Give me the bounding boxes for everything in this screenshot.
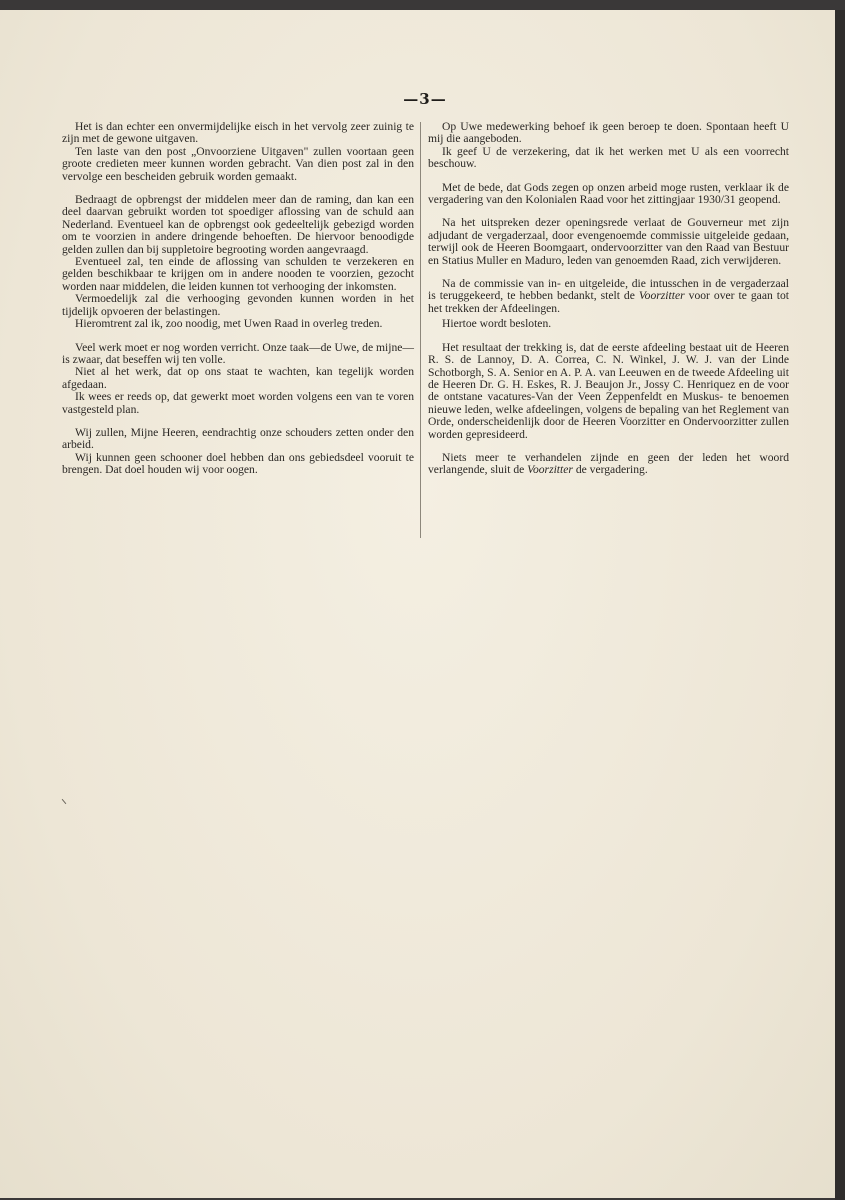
speaker-name: Voorzitter bbox=[638, 289, 685, 303]
paragraph: Wij zullen, Mijne Heeren, eendrachtig onze schouders zetten onder den arbeid. bbox=[62, 425, 414, 452]
paragraph: Op Uwe medewerking behoef ik geen beroep te doen. Spontaan heeft U mij die aangeboden. bbox=[428, 120, 789, 146]
paragraph: Het resultaat der trekking is, dat de eerste afdeeling bestaat uit de Heeren R. S. de Lannoy, D. A. Correa, C. N. Winkel, J. W. J. van der Linde Schotborgh, S. A. Senior en A. P. A. van Leeuwen en de tweede Afdeeling uit de Heeren Dr. G. H. Eskes, R. J. Beaujon Jr., Jossy C. Henriquez en de voor de ontstane vacatures-Van der Veen Zeppenfeldt en Muskus- te benoemen nieuwe leden, welke afdeelingen, volgens de bepaling van het Reglement van Orde, onderscheidenlijk door de Heeren Voorzitter en Ondervoorzitter zullen worden gepresideerd. bbox=[428, 340, 789, 441]
paragraph-text: Niets meer te verhandelen zijnde en geen der leden het woord verlangende, sluit de bbox=[428, 450, 789, 477]
paragraph bbox=[428, 278, 789, 315]
paragraph: Eventueel zal, ten einde de aflossing van schulden te verzekeren en gelden beschikbaar te krijgen om in andere nooden te voorzien, gezocht worden naar middelen, die leiden kunnen tot verhooging der inkomsten. bbox=[62, 255, 414, 293]
paragraph: Ik wees er reeds op, dat gewerkt moet worden volgens een van te voren vastgesteld plan. bbox=[62, 390, 414, 416]
right-column bbox=[428, 121, 789, 477]
paragraph-text: voor over te gaan tot het trekken der Afdeelingen. bbox=[428, 289, 790, 315]
paragraph: Veel werk moet er nog worden verricht. Onze taak—de Uwe, de mijne—is zwaar, dat beseffen wij ten volle. bbox=[62, 340, 414, 366]
paragraph: Vermoedelijk zal die verhooging gevonden kunnen worden in het tijdelijk opvoeren der belastingen. bbox=[62, 292, 414, 318]
paragraph-text: Na de commissie van in- en uitgeleide, die intusschen in de vergaderzaal is teruggekeerd, te hebben bedankt, stelt de bbox=[428, 277, 789, 303]
paragraph: Met de bede, dat Gods zegen op onzen arbeid moge rusten, verklaar ik de vergadering van den Kolonialen Raad voor het zittingjaar 1930/31 geopend. bbox=[428, 180, 789, 207]
scan-background-edge bbox=[835, 10, 845, 1200]
paragraph bbox=[428, 452, 789, 477]
paragraph: Bedraagt de opbrengst der middelen meer dan de raming, dan kan een deel daarvan gebruikt worden tot spoediger aflossing van de schuld aan Nederland. Eventueel kan de opbrengst ook gedeeltelijk gebezigd worden om te voorzien in andere dringende behoeften. De hiervoor benoodigde gelden zullen dan bij suppletoire begrooting worden aangevraagd. bbox=[62, 193, 414, 256]
speaker-name: Voorzitter bbox=[527, 463, 573, 477]
left-column bbox=[62, 121, 414, 477]
paragraph: Ik geef U de verzekering, dat ik het werken met U als een voorrecht beschouw. bbox=[428, 144, 789, 171]
paragraph: Na het uitspreken dezer openingsrede verlaat de Gouverneur met zijn adjudant de vergaderzaal, door evengenoemde commissie uitgeleide gedaan, terwijl ook de Heeren Boomgaart, ondervoorzitter van den Raad van Bestuur en Statius Muller en Maduro, leden van genoemden Raad, zich verwijderen. bbox=[428, 216, 789, 267]
paragraph: Niet al het werk, dat op ons staat te wachten, kan tegelijk worden afgedaan. bbox=[62, 365, 414, 391]
paragraph-text: de vergadering. bbox=[575, 463, 648, 477]
paragraph: Wij kunnen geen schooner doel hebben dan ons gebiedsdeel vooruit te brengen. Dat doel houden wij voor oogen. bbox=[62, 450, 414, 477]
column-divider bbox=[420, 122, 421, 538]
paragraph: Het is dan echter een onvermijdelijke eisch in het vervolg zeer zuinig te zijn met de gewone uitgaven. bbox=[62, 120, 414, 146]
paragraph: Ten laste van den post „Onvoorziene Uitgaven" zullen voortaan geen groote credieten meer kunnen worden gebracht. Van dien post zal in den vervolge een bescheiden gebruik worden gemaakt. bbox=[62, 144, 414, 183]
paragraph: Hiertoe wordt besloten. bbox=[442, 317, 552, 331]
paragraph: Hieromtrent zal ik, zoo noodig, met Uwen Raad in overleg treden. bbox=[75, 317, 383, 331]
page-number: —3— bbox=[403, 90, 447, 108]
